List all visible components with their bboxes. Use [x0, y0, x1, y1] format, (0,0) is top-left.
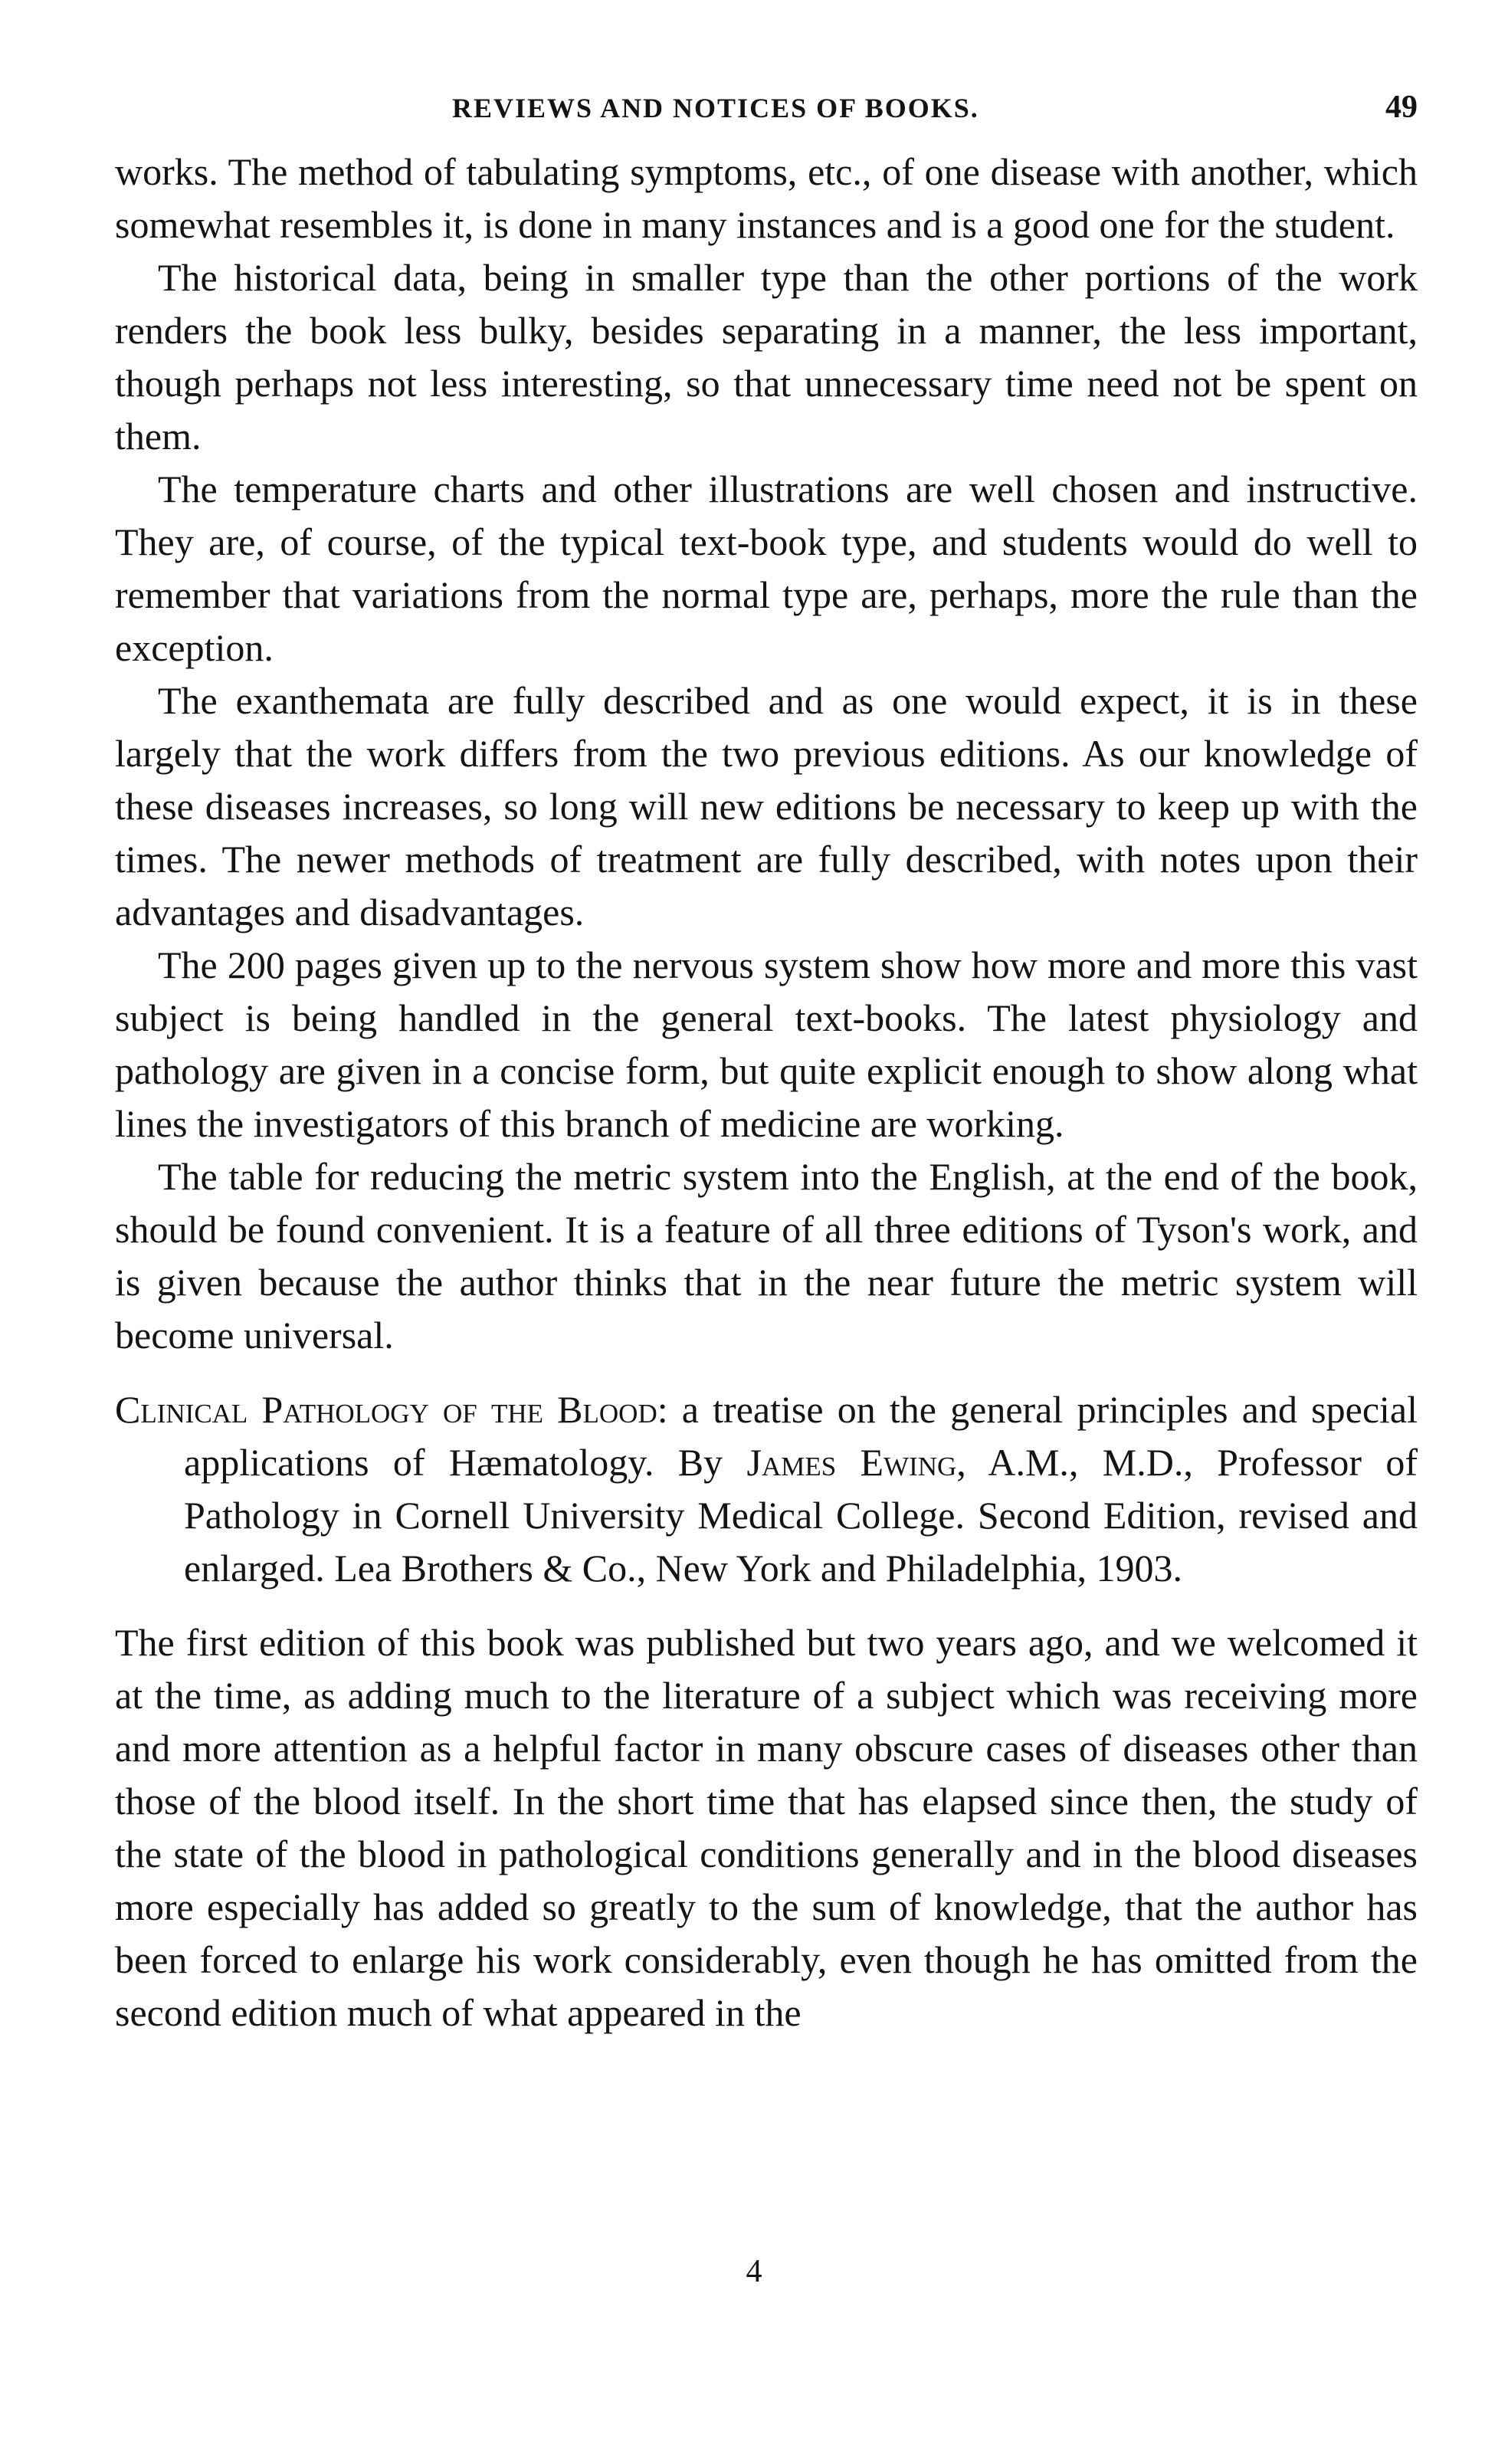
- book-author: James Ewing: [746, 1441, 957, 1484]
- new-review: [115, 1616, 1418, 2039]
- running-title: REVIEWS AND NOTICES OF BOOKS.: [452, 93, 979, 123]
- continued-review: [115, 146, 1418, 1362]
- review-paragraph: The historical data, being in smaller type than the other portions of the work renders the book less bulky, besides separating in a manner, the less important, though perhaps not less interesting, so that unnecessary time need not be spent on them.: [115, 256, 1418, 458]
- book-title: Clinical Pathology of the Blood: [115, 1388, 657, 1431]
- book-citation: [115, 1383, 1418, 1595]
- review-paragraph: works. The method of tabulating symptoms, etc., of one disease with another, which somewhat resembles it, is done in many instances and is a good one for the student.: [115, 150, 1418, 246]
- signature-mark: 4: [746, 2254, 762, 2289]
- running-head: [115, 92, 1418, 146]
- book-details: , A.M., M.D., Professor of Pathology in Cornell University Medical College. Second Edition, revised and enlarged. Lea Brothers & Co., New York and Philadelphia, 1903.: [184, 1441, 1418, 1590]
- review-paragraph: The table for reducing the metric system into the English, at the end of the book, should be found convenient. It is a feature of all three editions of Tyson's work, and is given because the author thinks that in the near future the metric system will become universal.: [115, 1155, 1418, 1357]
- book-page: [115, 92, 1418, 2399]
- page-number: 49: [1385, 90, 1418, 125]
- review-paragraph: The 200 pages given up to the nervous system show how more and more this vast subject is being handled in the general text-books. The latest physiology and pathology are given in a concise form, but quite explicit enough to show along what lines the investigators of this branch of medicine are working.: [115, 943, 1418, 1145]
- review-paragraph: The temperature charts and other illustrations are well chosen and instructive. They are, of course, of the typical text-book type, and students would do well to remember that variations from the normal type are, perhaps, more the rule than the exception.: [115, 468, 1418, 669]
- book-subtitle: : a treatise on the general principles and special applications of Hæmatology. By: [184, 1388, 1418, 1484]
- review-paragraph: The exanthemata are fully described and as one would expect, it is in these largely that the work differs from the two previous editions. As our knowledge of these diseases increases, so long will new editions be necessary to keep up with the times. The newer methods of treatment are fully described, with notes upon their advantages and disadvantages.: [115, 679, 1418, 933]
- review-paragraph: The first edition of this book was published but two years ago, and we welcomed it at the time, as adding much to the literature of a subject which was receiving more and more attention as a helpful factor in many obscure cases of diseases other than those of the blood itself. In the short time that has elapsed since then, the study of the state of the blood in pathological conditions generally and in the blood diseases more especially has added so greatly to the sum of knowledge, that the author has been forced to enlarge his work considerably, even though he has omitted from the second edition much of what appeared in the: [115, 1621, 1418, 2034]
